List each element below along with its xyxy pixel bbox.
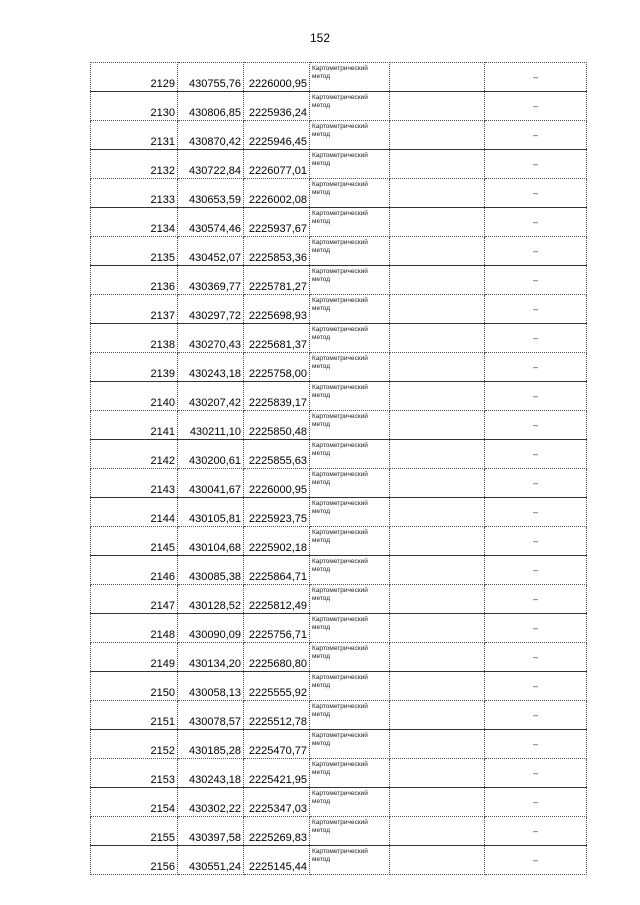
x-coordinate-cell: 430755,76: [178, 63, 244, 92]
method-cell: [310, 817, 390, 846]
table-row: [91, 63, 587, 92]
x-coordinate-cell: 430397,58: [178, 817, 244, 846]
method-cell: [310, 411, 390, 440]
note-cell: –: [485, 324, 587, 353]
method-label-line1: Картометрический: [312, 471, 368, 478]
empty-cell: [390, 643, 485, 672]
coordinates-table-body: [91, 63, 587, 875]
y-coordinate-cell: 2225923,75: [244, 498, 310, 527]
method-cell: [310, 469, 390, 498]
y-coordinate-cell: 2225756,71: [244, 614, 310, 643]
empty-cell: [390, 411, 485, 440]
y-coordinate-cell: 2225555,92: [244, 672, 310, 701]
method-label-line1: Картометрический: [312, 587, 368, 594]
method-label-line1: Картометрический: [312, 761, 368, 768]
method-label-line2: метод: [312, 131, 331, 138]
x-coordinate-cell: 430211,10: [178, 411, 244, 440]
method-label-line2: метод: [312, 102, 331, 109]
table-row: [91, 759, 587, 788]
x-coordinate-cell: 430270,43: [178, 324, 244, 353]
y-coordinate-cell: 2225470,77: [244, 730, 310, 759]
point-number-cell: 2152: [91, 730, 178, 759]
point-number-cell: 2144: [91, 498, 178, 527]
point-number-cell: 2131: [91, 121, 178, 150]
note-cell: –: [485, 730, 587, 759]
note-cell: –: [485, 701, 587, 730]
y-coordinate-cell: 2225902,18: [244, 527, 310, 556]
y-coordinate-cell: 2225864,71: [244, 556, 310, 585]
method-label-line1: Картометрический: [312, 703, 368, 710]
x-coordinate-cell: 430078,57: [178, 701, 244, 730]
method-cell: [310, 208, 390, 237]
note-cell: –: [485, 498, 587, 527]
method-label-line1: Картометрический: [312, 210, 368, 217]
point-number-cell: 2154: [91, 788, 178, 817]
empty-cell: [390, 469, 485, 498]
note-cell: –: [485, 382, 587, 411]
method-cell: [310, 614, 390, 643]
table-row: [91, 498, 587, 527]
table-row: [91, 295, 587, 324]
empty-cell: [390, 527, 485, 556]
note-cell: –: [485, 643, 587, 672]
empty-cell: [390, 788, 485, 817]
table-row: [91, 121, 587, 150]
empty-cell: [390, 324, 485, 353]
y-coordinate-cell: 2225347,03: [244, 788, 310, 817]
point-number-cell: 2137: [91, 295, 178, 324]
empty-cell: [390, 730, 485, 759]
note-cell: –: [485, 440, 587, 469]
y-coordinate-cell: 2225512,78: [244, 701, 310, 730]
note-cell: –: [485, 846, 587, 875]
y-coordinate-cell: 2225812,49: [244, 585, 310, 614]
table-row: [91, 730, 587, 759]
point-number-cell: 2133: [91, 179, 178, 208]
note-cell: –: [485, 469, 587, 498]
method-cell: [310, 237, 390, 266]
x-coordinate-cell: 430128,52: [178, 585, 244, 614]
empty-cell: [390, 353, 485, 382]
y-coordinate-cell: 2225269,83: [244, 817, 310, 846]
method-cell: [310, 498, 390, 527]
x-coordinate-cell: 430806,85: [178, 92, 244, 121]
empty-cell: [390, 672, 485, 701]
note-cell: –: [485, 121, 587, 150]
note-cell: –: [485, 556, 587, 585]
method-label-line1: Картометрический: [312, 94, 368, 101]
x-coordinate-cell: 430200,61: [178, 440, 244, 469]
page-number: 152: [309, 31, 331, 45]
method-label-line2: метод: [312, 856, 331, 863]
y-coordinate-cell: 2225781,27: [244, 266, 310, 295]
x-coordinate-cell: 430369,77: [178, 266, 244, 295]
note-cell: –: [485, 411, 587, 440]
method-label-line1: Картометрический: [312, 645, 368, 652]
method-label-line2: метод: [312, 305, 331, 312]
empty-cell: [390, 701, 485, 730]
note-cell: –: [485, 817, 587, 846]
method-cell: [310, 672, 390, 701]
method-label-line1: Картометрический: [312, 65, 368, 72]
note-cell: –: [485, 759, 587, 788]
x-coordinate-cell: 430722,84: [178, 150, 244, 179]
empty-cell: [390, 585, 485, 614]
method-label-line1: Картометрический: [312, 442, 368, 449]
x-coordinate-cell: 430105,81: [178, 498, 244, 527]
method-cell: [310, 63, 390, 92]
point-number-cell: 2138: [91, 324, 178, 353]
method-label-line2: метод: [312, 218, 331, 225]
method-label-line2: метод: [312, 189, 331, 196]
method-cell: [310, 440, 390, 469]
method-label-line1: Картометрический: [312, 616, 368, 623]
method-label-line2: метод: [312, 334, 331, 341]
x-coordinate-cell: 430085,38: [178, 556, 244, 585]
method-cell: [310, 759, 390, 788]
note-cell: –: [485, 179, 587, 208]
x-coordinate-cell: 430134,20: [178, 643, 244, 672]
method-cell: [310, 92, 390, 121]
x-coordinate-cell: 430653,59: [178, 179, 244, 208]
table-row: [91, 324, 587, 353]
empty-cell: [390, 295, 485, 324]
method-cell: [310, 324, 390, 353]
method-label-line2: метод: [312, 421, 331, 428]
method-label-line2: метод: [312, 566, 331, 573]
empty-cell: [390, 440, 485, 469]
point-number-cell: 2150: [91, 672, 178, 701]
x-coordinate-cell: 430297,72: [178, 295, 244, 324]
point-number-cell: 2156: [91, 846, 178, 875]
note-cell: –: [485, 266, 587, 295]
method-label-line1: Картометрический: [312, 268, 368, 275]
method-label-line2: метод: [312, 276, 331, 283]
y-coordinate-cell: 2225850,48: [244, 411, 310, 440]
x-coordinate-cell: 430574,46: [178, 208, 244, 237]
table-row: [91, 150, 587, 179]
method-cell: [310, 121, 390, 150]
method-label-line1: Картометрический: [312, 732, 368, 739]
y-coordinate-cell: 2226002,08: [244, 179, 310, 208]
table-row: [91, 846, 587, 875]
x-coordinate-cell: 430302,22: [178, 788, 244, 817]
table-row: [91, 237, 587, 266]
method-cell: [310, 585, 390, 614]
method-label-line2: метод: [312, 73, 331, 80]
note-cell: –: [485, 614, 587, 643]
table-row: [91, 208, 587, 237]
point-number-cell: 2146: [91, 556, 178, 585]
empty-cell: [390, 150, 485, 179]
y-coordinate-cell: 2225946,45: [244, 121, 310, 150]
note-cell: –: [485, 63, 587, 92]
method-cell: [310, 730, 390, 759]
empty-cell: [390, 759, 485, 788]
x-coordinate-cell: 430551,24: [178, 846, 244, 875]
point-number-cell: 2129: [91, 63, 178, 92]
method-label-line2: метод: [312, 711, 331, 718]
empty-cell: [390, 846, 485, 875]
method-label-line2: метод: [312, 595, 331, 602]
method-label-line1: Картометрический: [312, 819, 368, 826]
x-coordinate-cell: 430104,68: [178, 527, 244, 556]
table-row: [91, 643, 587, 672]
y-coordinate-cell: 2225681,37: [244, 324, 310, 353]
y-coordinate-cell: 2225853,36: [244, 237, 310, 266]
table-row: [91, 585, 587, 614]
method-cell: [310, 788, 390, 817]
method-label-line1: Картометрический: [312, 326, 368, 333]
x-coordinate-cell: 430090,09: [178, 614, 244, 643]
point-number-cell: 2130: [91, 92, 178, 121]
empty-cell: [390, 179, 485, 208]
method-label-line2: метод: [312, 479, 331, 486]
note-cell: –: [485, 208, 587, 237]
method-cell: [310, 266, 390, 295]
y-coordinate-cell: 2225758,00: [244, 353, 310, 382]
method-cell: [310, 527, 390, 556]
note-cell: –: [485, 527, 587, 556]
method-label-line1: Картометрический: [312, 790, 368, 797]
method-label-line2: метод: [312, 537, 331, 544]
point-number-cell: 2139: [91, 353, 178, 382]
point-number-cell: 2142: [91, 440, 178, 469]
table-row: [91, 469, 587, 498]
method-label-line2: метод: [312, 769, 331, 776]
table-row: [91, 92, 587, 121]
point-number-cell: 2135: [91, 237, 178, 266]
table-row: [91, 788, 587, 817]
empty-cell: [390, 208, 485, 237]
empty-cell: [390, 237, 485, 266]
note-cell: –: [485, 92, 587, 121]
y-coordinate-cell: 2225680,80: [244, 643, 310, 672]
table-row: [91, 353, 587, 382]
method-label-line2: метод: [312, 247, 331, 254]
empty-cell: [390, 266, 485, 295]
method-label-line1: Картометрический: [312, 152, 368, 159]
table-row: [91, 701, 587, 730]
table-row: [91, 411, 587, 440]
method-label-line1: Картометрический: [312, 529, 368, 536]
table-row: [91, 527, 587, 556]
y-coordinate-cell: 2225936,24: [244, 92, 310, 121]
method-cell: [310, 179, 390, 208]
note-cell: –: [485, 788, 587, 817]
method-label-line2: метод: [312, 624, 331, 631]
y-coordinate-cell: 2225839,17: [244, 382, 310, 411]
table-row: [91, 817, 587, 846]
method-label-line1: Картометрический: [312, 848, 368, 855]
note-cell: –: [485, 295, 587, 324]
method-cell: [310, 701, 390, 730]
x-coordinate-cell: 430870,42: [178, 121, 244, 150]
note-cell: –: [485, 672, 587, 701]
method-label-line2: метод: [312, 508, 331, 515]
point-number-cell: 2136: [91, 266, 178, 295]
method-label-line2: метод: [312, 392, 331, 399]
table-row: [91, 382, 587, 411]
empty-cell: [390, 63, 485, 92]
method-cell: [310, 295, 390, 324]
method-label-line2: метод: [312, 160, 331, 167]
method-cell: [310, 846, 390, 875]
empty-cell: [390, 817, 485, 846]
method-cell: [310, 643, 390, 672]
x-coordinate-cell: 430207,42: [178, 382, 244, 411]
table-row: [91, 179, 587, 208]
method-cell: [310, 150, 390, 179]
empty-cell: [390, 556, 485, 585]
x-coordinate-cell: 430243,18: [178, 759, 244, 788]
method-label-line2: метод: [312, 827, 331, 834]
y-coordinate-cell: 2226000,95: [244, 63, 310, 92]
x-coordinate-cell: 430243,18: [178, 353, 244, 382]
y-coordinate-cell: 2225855,63: [244, 440, 310, 469]
method-label-line2: метод: [312, 682, 331, 689]
table-row: [91, 614, 587, 643]
table-row: [91, 672, 587, 701]
note-cell: –: [485, 353, 587, 382]
point-number-cell: 2147: [91, 585, 178, 614]
point-number-cell: 2140: [91, 382, 178, 411]
y-coordinate-cell: 2226077,01: [244, 150, 310, 179]
point-number-cell: 2134: [91, 208, 178, 237]
point-number-cell: 2151: [91, 701, 178, 730]
coordinates-table: [90, 62, 587, 875]
y-coordinate-cell: 2225145,44: [244, 846, 310, 875]
method-cell: [310, 556, 390, 585]
point-number-cell: 2145: [91, 527, 178, 556]
empty-cell: [390, 614, 485, 643]
point-number-cell: 2141: [91, 411, 178, 440]
point-number-cell: 2143: [91, 469, 178, 498]
point-number-cell: 2132: [91, 150, 178, 179]
method-label-line2: метод: [312, 653, 331, 660]
table-row: [91, 266, 587, 295]
method-label-line1: Картометрический: [312, 123, 368, 130]
table-row: [91, 556, 587, 585]
x-coordinate-cell: 430185,28: [178, 730, 244, 759]
method-label-line1: Картометрический: [312, 181, 368, 188]
method-cell: [310, 382, 390, 411]
method-label-line1: Картометрический: [312, 558, 368, 565]
point-number-cell: 2149: [91, 643, 178, 672]
method-label-line1: Картометрический: [312, 297, 368, 304]
method-cell: [310, 353, 390, 382]
empty-cell: [390, 121, 485, 150]
method-label-line2: метод: [312, 798, 331, 805]
point-number-cell: 2155: [91, 817, 178, 846]
x-coordinate-cell: 430452,07: [178, 237, 244, 266]
method-label-line1: Картометрический: [312, 413, 368, 420]
y-coordinate-cell: 2225698,93: [244, 295, 310, 324]
table-row: [91, 440, 587, 469]
empty-cell: [390, 92, 485, 121]
empty-cell: [390, 382, 485, 411]
method-label-line1: Картометрический: [312, 355, 368, 362]
method-label-line1: Картометрический: [312, 239, 368, 246]
method-label-line1: Картометрический: [312, 500, 368, 507]
y-coordinate-cell: 2225937,67: [244, 208, 310, 237]
note-cell: –: [485, 150, 587, 179]
note-cell: –: [485, 585, 587, 614]
note-cell: –: [485, 237, 587, 266]
point-number-cell: 2153: [91, 759, 178, 788]
y-coordinate-cell: 2225421,95: [244, 759, 310, 788]
x-coordinate-cell: 430041,67: [178, 469, 244, 498]
method-label-line1: Картометрический: [312, 674, 368, 681]
x-coordinate-cell: 430058,13: [178, 672, 244, 701]
y-coordinate-cell: 2226000,95: [244, 469, 310, 498]
method-label-line2: метод: [312, 450, 331, 457]
method-label-line1: Картометрический: [312, 384, 368, 391]
method-label-line2: метод: [312, 740, 331, 747]
empty-cell: [390, 498, 485, 527]
method-label-line2: метод: [312, 363, 331, 370]
point-number-cell: 2148: [91, 614, 178, 643]
